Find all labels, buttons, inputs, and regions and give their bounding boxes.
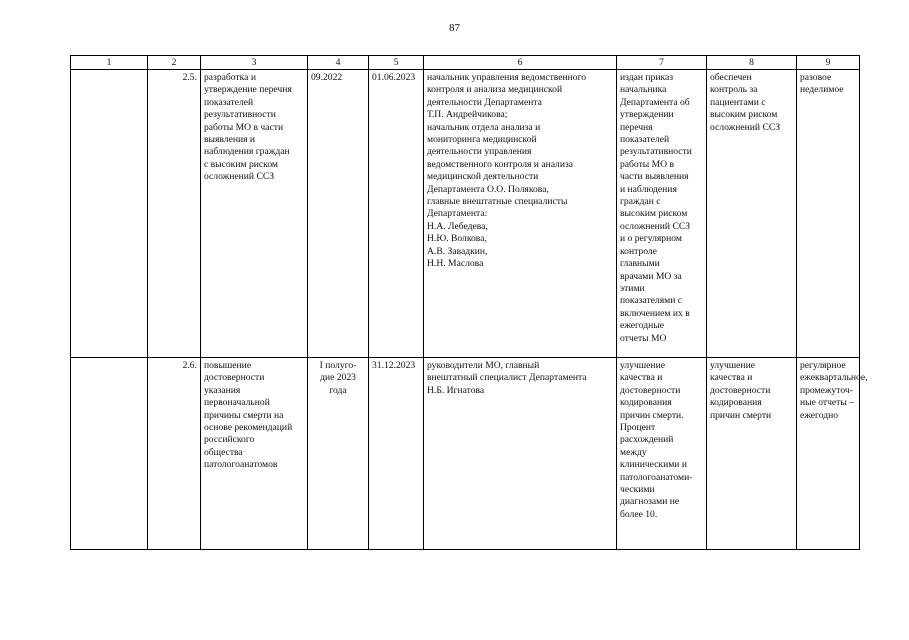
text-line: высоким риском: [620, 208, 688, 220]
text-line: ные отчеты –: [800, 397, 855, 409]
text-line: ческими: [620, 484, 655, 496]
text-line: отчеты МО: [620, 332, 667, 344]
header-cell: 5: [369, 56, 424, 70]
text-line: части выявления: [620, 171, 689, 183]
text-line: улучшение: [710, 360, 755, 371]
text-line: выявления и: [204, 134, 256, 146]
text-line: ежегодно: [800, 409, 839, 421]
text-line: качества и: [620, 372, 663, 384]
text-line: контроля и анализа медицинской: [427, 84, 563, 96]
plan-table: [70, 55, 868, 550]
text-line: наблюдения граждан: [204, 146, 290, 158]
type-cell: [797, 70, 860, 358]
text-line: с высоким риском: [204, 158, 278, 170]
text-line: клиническими и: [620, 459, 687, 471]
text-line: 09.2022: [311, 72, 343, 83]
text-line: А.В. Завадкин,: [427, 245, 488, 257]
text-line: неделимое: [800, 84, 844, 96]
text-line: первоначальной: [204, 397, 270, 409]
text-line: этими: [620, 282, 645, 294]
text-line: результативности: [204, 109, 276, 121]
text-line: осложнений ССЗ: [620, 220, 691, 232]
text-line: деятельности Департамента: [427, 96, 542, 108]
text-line: Департамента:: [427, 208, 488, 220]
text-line: промежуточ-: [800, 384, 853, 396]
text-line: ежегодные: [620, 320, 664, 332]
text-line: Департамента О.О. Полякова,: [427, 183, 549, 195]
text-line: работы МО в: [620, 158, 675, 170]
empty-cell: [71, 70, 148, 358]
text-line: года: [329, 384, 347, 396]
header-cell: 1: [71, 56, 148, 70]
end-date-cell: 31.12.2023: [369, 358, 424, 550]
text-line: пациентами с: [710, 96, 766, 108]
text-line: Н.А. Лебедева,: [427, 220, 488, 232]
text-line: утверждение перечня: [204, 84, 292, 96]
text-line: контроль за: [710, 84, 758, 96]
text-line: общества: [204, 446, 243, 458]
text-line: руководители МО, главный: [427, 360, 540, 371]
text-line: патологоанатомов: [204, 459, 278, 471]
text-line: начальник отдела анализа и: [427, 121, 541, 133]
text-line: внештатный специалист Департамента: [427, 372, 587, 384]
text-line: Процент: [620, 422, 656, 434]
text-line: более 10.: [620, 508, 658, 520]
text-line: и о регулярном: [620, 233, 682, 245]
text-line: повышение: [204, 360, 252, 371]
text-line: ежеквартальное,: [800, 372, 868, 384]
item-number: 2.6.: [148, 358, 201, 550]
table-row: [71, 358, 860, 550]
text-line: утверждении: [620, 109, 674, 121]
type-cell: [797, 358, 868, 550]
text-line: высоким риском: [710, 109, 778, 121]
text-line: улучшение: [620, 360, 665, 371]
text-line: граждан с: [620, 196, 661, 208]
text-line: причин смерти: [710, 409, 772, 421]
text-line: Т.П. Андрейчикова;: [427, 109, 508, 121]
effect-cell: [707, 358, 797, 550]
header-cell: 4: [308, 56, 369, 70]
text-line: между: [620, 446, 647, 458]
text-line: Н.Н. Маслова: [427, 258, 484, 270]
text-line: качества и: [710, 372, 753, 384]
text-line: медицинской деятельности: [427, 171, 539, 183]
action-cell: [201, 358, 308, 550]
text-line: расхождений: [620, 434, 674, 446]
text-line: контроле: [620, 245, 657, 257]
text-line: патологоанатоми-: [620, 471, 693, 483]
text-line: ведомственного контроля и анализа: [427, 158, 574, 170]
text-line: начальник управления ведомственного: [427, 72, 587, 83]
text-line: и наблюдения: [620, 183, 677, 195]
text-line: перечня: [620, 121, 653, 133]
empty-cell: [71, 358, 148, 550]
header-cell: 7: [617, 56, 707, 70]
text-line: издан приказ: [620, 72, 674, 83]
header-row: [71, 56, 860, 70]
text-line: Н.Б. Игнатова: [427, 384, 485, 396]
text-line: I полуго-: [319, 360, 357, 371]
header-cell: 6: [424, 56, 617, 70]
text-line: показателями с: [620, 295, 683, 307]
text-line: достоверности: [620, 384, 681, 396]
text-line: Н.Ю. Волкова,: [427, 233, 487, 245]
result-cell: [617, 70, 707, 358]
result-cell: [617, 358, 707, 550]
responsible-cell: [424, 70, 617, 358]
text-line: причины смерти на: [204, 409, 284, 421]
table-row: [71, 70, 860, 358]
text-line: начальника: [620, 84, 667, 96]
text-line: дие 2023: [320, 372, 356, 384]
text-line: главные внештатные специалисты: [427, 196, 568, 208]
page-number: 87: [449, 22, 460, 34]
header-cell: 9: [797, 56, 860, 70]
text-line: указания: [204, 384, 241, 396]
text-line: результативности: [620, 146, 692, 158]
text-line: разработка и: [204, 72, 256, 83]
text-line: включением их в: [620, 307, 690, 319]
text-line: кодирования: [620, 397, 672, 409]
text-line: работы МО в части: [204, 121, 284, 133]
text-line: основе рекомендаций: [204, 422, 293, 434]
end-date-cell: 01.06.2023: [369, 70, 424, 358]
text-line: Департамента об: [620, 96, 690, 108]
text-line: обеспечен: [710, 72, 752, 83]
text-line: деятельности управления: [427, 146, 532, 158]
responsible-cell: [424, 358, 617, 550]
text-line: достоверности: [204, 372, 265, 384]
header-cell: 2: [148, 56, 201, 70]
text-line: врачами МО за: [620, 270, 682, 282]
action-cell: [201, 70, 308, 358]
text-line: осложнений ССЗ: [710, 121, 781, 133]
header-cell: 8: [707, 56, 797, 70]
text-line: российского: [204, 434, 255, 446]
text-line: показателей: [204, 96, 254, 108]
text-line: показателей: [620, 134, 670, 146]
text-line: главными: [620, 258, 660, 270]
text-line: осложнений ССЗ: [204, 171, 275, 183]
item-number: 2.5.: [148, 70, 201, 358]
text-line: кодирования: [710, 397, 762, 409]
text-line: диагнозами не: [620, 496, 680, 508]
text-line: разовое: [800, 72, 832, 83]
text-line: мониторинга медицинской: [427, 134, 537, 146]
text-line: достоверности: [710, 384, 771, 396]
start-date-cell: [308, 70, 369, 358]
start-date-cell: [308, 358, 369, 550]
text-line: регулярное: [800, 360, 846, 371]
header-cell: 3: [201, 56, 308, 70]
text-line: причин смерти.: [620, 409, 684, 421]
effect-cell: [707, 70, 797, 358]
